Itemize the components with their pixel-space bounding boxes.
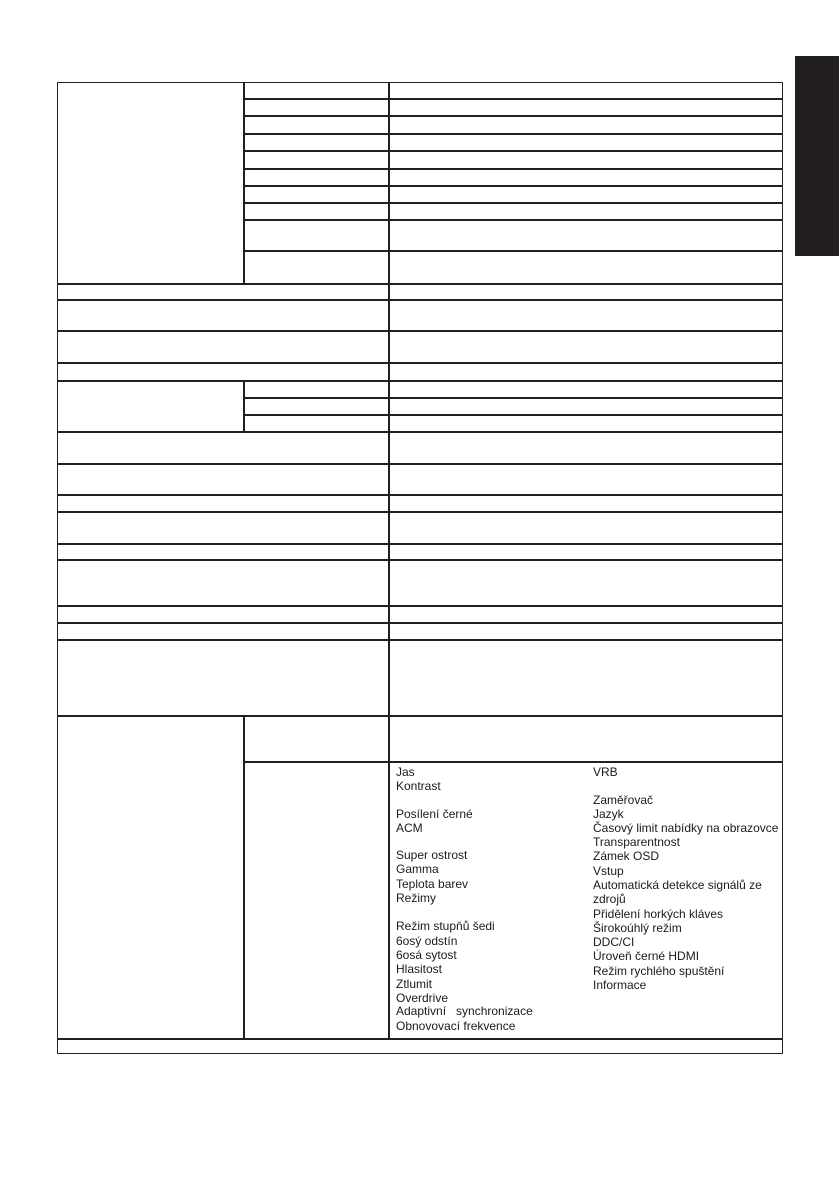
osd-item-adaptivni-synchronizace: Adaptivní synchronizace <box>396 1004 533 1018</box>
osd-item-super-ostrost: Super ostrost <box>396 848 468 862</box>
osd-item-rezim-rychleho-spusteni: Režim rychlého spuštění <box>593 964 725 978</box>
osd-item-jas: Jas <box>396 765 415 779</box>
col-divider-1a <box>243 83 245 283</box>
row-line <box>243 185 783 187</box>
osd-item-ddc-ci: DDC/CI <box>593 935 635 949</box>
row-line <box>243 115 783 117</box>
osd-item-uroven-cerne-hdmi: Úroveň černé HDMI <box>593 949 700 963</box>
row-line <box>58 494 783 496</box>
osd-item-transparentnost: Transparentnost <box>593 835 680 849</box>
row-line <box>58 380 783 382</box>
osd-item-acm: ACM <box>396 821 423 835</box>
row-line <box>58 362 783 364</box>
row-line <box>243 98 783 100</box>
osd-item-posileni-cerne: Posílení černé <box>396 807 473 821</box>
osd-item-jazyk: Jazyk <box>593 807 624 821</box>
row-line <box>58 511 783 513</box>
row-line <box>58 559 783 561</box>
language-side-tab <box>795 56 839 256</box>
osd-item-ztlumit: Ztlumit <box>396 977 432 991</box>
row-line <box>58 639 783 641</box>
osd-item-vstup: Vstup <box>593 864 624 878</box>
row-line <box>243 219 783 221</box>
osd-item-6osy-odstin: 6osý odstín <box>396 934 458 948</box>
row-line <box>58 543 783 545</box>
osd-item-sirokouhly-rezim: Širokoúhlý režim <box>593 921 682 935</box>
row-line <box>243 414 783 416</box>
row-line <box>243 250 783 252</box>
col-divider-2 <box>388 83 390 1038</box>
row-line <box>243 761 783 763</box>
osd-item-hlasitost: Hlasitost <box>396 962 443 976</box>
row-line <box>58 431 783 433</box>
row-line <box>243 150 783 152</box>
osd-item-casovy-limit: Časový limit nabídky na obrazovce <box>593 821 779 835</box>
osd-item-zamerovac: Zaměřovač <box>593 793 654 807</box>
osd-item-zdroju: zdrojů <box>593 892 626 906</box>
row-line <box>243 168 783 170</box>
col-divider-1c <box>243 715 245 1038</box>
osd-item-zamek-osd: Zámek OSD <box>593 849 660 863</box>
osd-item-overdrive: Overdrive <box>396 991 449 1005</box>
osd-item-rezim-stupnu-sedi: Režim stupňů šedi <box>396 919 495 933</box>
osd-item-informace: Informace <box>593 978 647 992</box>
row-line <box>58 330 783 332</box>
row-line <box>243 202 783 204</box>
osd-item-vrb: VRB <box>593 765 618 779</box>
osd-item-kontrast: Kontrast <box>396 779 441 793</box>
osd-item-gamma: Gamma <box>396 862 439 876</box>
col-divider-1b <box>243 380 245 431</box>
specification-table <box>57 82 783 1054</box>
osd-item-obnovovaci-frekvence: Obnovovací frekvence <box>396 1019 516 1033</box>
row-line <box>58 283 783 285</box>
row-line <box>58 299 783 301</box>
row-line <box>58 715 783 717</box>
osd-item-rezimy: Režimy <box>396 891 437 905</box>
osd-item-6osa-sytost: 6osá sytost <box>396 948 457 962</box>
osd-item-automaticka-detekce: Automatická detekce signálů ze <box>593 878 762 892</box>
row-line <box>243 397 783 399</box>
row-line <box>58 463 783 465</box>
row-line <box>58 622 783 624</box>
osd-item-teplota-barev: Teplota barev <box>396 877 469 891</box>
osd-item-prideleni-horkych-klaves: Přidělení horkých kláves <box>593 907 724 921</box>
row-line <box>58 605 783 607</box>
row-line <box>58 1038 783 1040</box>
row-line <box>243 133 783 135</box>
